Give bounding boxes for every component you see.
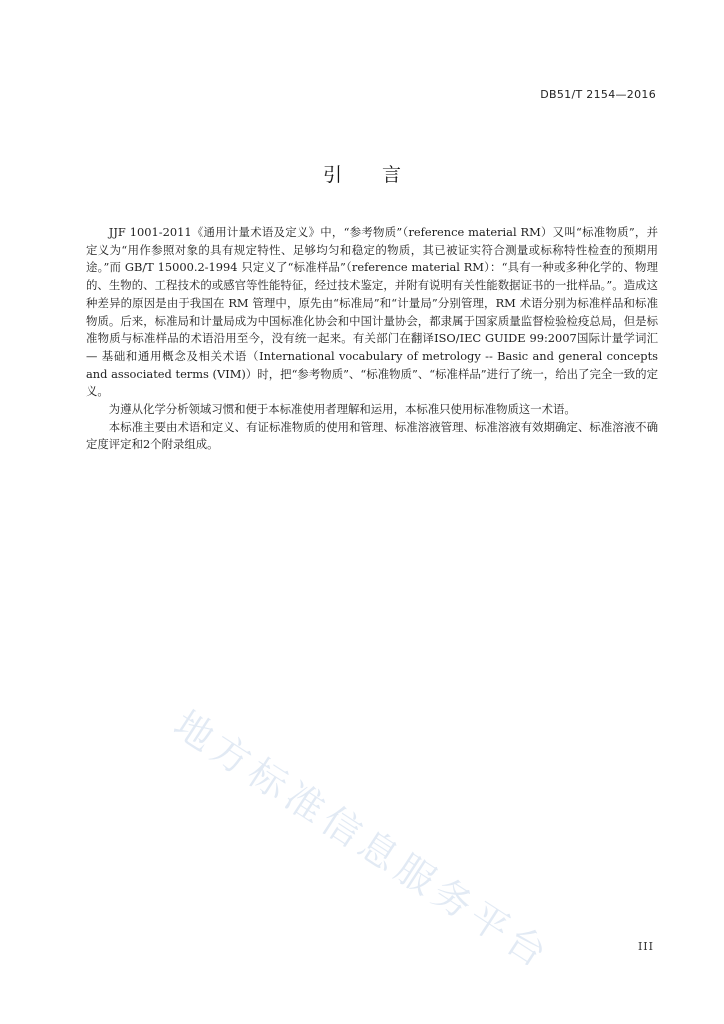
paragraph-3: 本标准主要由术语和定义、有证标准物质的使用和管理、标准溶液管理、标准溶液有效期确定、标准溶液不确定度评定和2个附录组成。 bbox=[86, 419, 658, 452]
page-number: III bbox=[637, 940, 654, 953]
paragraph-2: 为遵从化学分析领域习惯和便于本标准使用者理解和运用，本标准只使用标准物质这一术语。 bbox=[108, 402, 576, 417]
document-code: DB51/T 2154—2016 bbox=[540, 88, 656, 101]
section-title: 引言 bbox=[322, 164, 441, 186]
watermark: 地方标准信息服务平台 bbox=[166, 701, 560, 979]
body-text bbox=[86, 224, 658, 454]
paragraph-1: JJF 1001-2011《通用计量术语及定义》中，“参考物质”（reference material RM）又叫“标准物质”，并定义为“用作参照对象的具有规定特性、足够均匀和稳定的物质，其已被证实符合测量或标称特性检查的预期用途。”而 GB/T 15000.2-1994 只定义了“标准样品”（reference material RM）：“具有一种或多种化学的、物理的、生物的、工程技术的或感官等性能特征，经过技术鉴定，并附有说明有关性能数据证书的一批样品。”。造成这种差异的原因是由于我国在 RM 管理中，原先由“标准局”和“计量局”分别管理，RM 术语分别为标准样品和标准物质。后来，标准局和计量局成为中国标准化协会和中国计量协会，都隶属于国家质量监督检验检疫总局，但是标准物质与标准样品的术语沿用至今，没有统一起来。有关部门在翻译ISO/IEC GUIDE 99:2007国际计量学词汇— 基础和通用概念及相关术语（International vocabulary of metrology -- Basic and general concepts and associated terms (VIM)）时，把“参考物质”、“标准物质”、“标准样品”进行了统一，给出了完全一致的定义。 bbox=[86, 225, 658, 399]
